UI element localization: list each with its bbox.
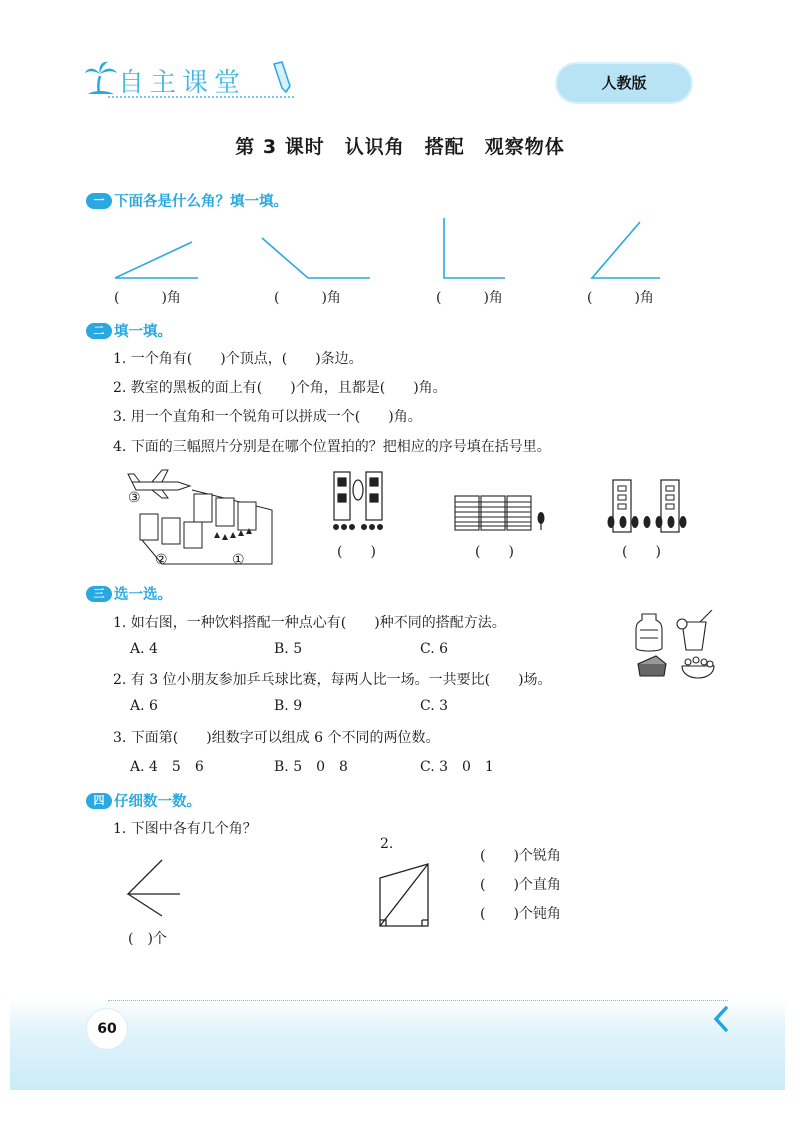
- s3-q3-option-c[interactable]: C. 3 0 1: [420, 759, 494, 775]
- s3-q2-option-b[interactable]: B. 9: [274, 698, 303, 714]
- pencil-icon: [268, 60, 296, 94]
- s3-q3-option-a[interactable]: A. 4 5 6: [130, 759, 204, 775]
- s3-q2-option-a[interactable]: A. 6: [130, 698, 158, 714]
- s4-q2-right-answer[interactable]: ( )个直角: [480, 877, 561, 893]
- edition-badge: 人教版: [557, 64, 691, 102]
- s2-question-2: 2. 教室的黑板的面上有( )个角，且都是( )角。: [113, 380, 447, 396]
- angle-acute-figure: [115, 242, 198, 278]
- angle-answer-1[interactable]: ( )角: [114, 290, 181, 306]
- angle-obtuse-figure: [262, 238, 370, 278]
- s3-q1-option-a[interactable]: A. 4: [130, 641, 158, 657]
- bottle-icon: [636, 614, 662, 651]
- s3-question-3: 3. 下面第( )组数字可以组成 6 个不同的两位数。: [113, 730, 440, 746]
- header-title: 自主课堂: [118, 68, 247, 98]
- s3-q1-option-b[interactable]: B. 5: [274, 641, 303, 657]
- header-divider: [108, 96, 294, 98]
- section-3-badge: 三: [86, 586, 112, 602]
- photo-blank-1[interactable]: ( ): [337, 544, 376, 560]
- marker-1: ①: [232, 552, 245, 568]
- angle-acute2-figure: [592, 222, 660, 278]
- three-rays-figure: [124, 856, 186, 920]
- angle-answer-4[interactable]: ( )角: [587, 290, 654, 306]
- s2-question-3: 3. 用一个直角和一个锐角可以拼成一个( )角。: [113, 409, 422, 425]
- photo-side-view: [453, 494, 557, 532]
- snack-bowl-icon: [682, 666, 714, 678]
- angle-right-figure: [444, 218, 505, 278]
- s3-question-2: 2. 有 3 位小朋友参加乒乓球比赛，每两人比一场。一共要比( )场。: [113, 672, 552, 688]
- section-1-badge: 一: [86, 193, 112, 209]
- page-number: 60: [86, 1008, 128, 1050]
- section-2-heading: [86, 320, 172, 341]
- section-4-title: 仔细数一数。: [114, 794, 201, 810]
- photo-blank-2[interactable]: ( ): [475, 544, 514, 560]
- scene-illustration: [122, 460, 282, 572]
- section-1-title: 下面各是什么角？填一填。: [114, 194, 288, 210]
- s3-q3-option-b[interactable]: B. 5 0 8: [274, 759, 348, 775]
- footer-band: [10, 998, 785, 1090]
- s4-q1-answer[interactable]: ( )个: [128, 931, 167, 947]
- angle-answer-3[interactable]: ( )角: [436, 290, 503, 306]
- footer-divider: [108, 1000, 728, 1001]
- photo-front-view: [605, 478, 687, 534]
- s4-q2-obtuse-answer[interactable]: ( )个钝角: [480, 906, 561, 922]
- s4-q2-label: 2.: [380, 836, 394, 852]
- section-3-title: 选一选。: [114, 587, 172, 603]
- photo-top-view: [330, 470, 386, 532]
- angle-answer-2[interactable]: ( )角: [274, 290, 341, 306]
- section-1-heading: [86, 190, 288, 211]
- section-2-badge: 二: [86, 323, 112, 339]
- lesson-title: 第 3 课时 认识角 搭配 观察物体: [235, 136, 565, 158]
- chevron-left-icon: [712, 1006, 730, 1032]
- s3-q1-option-c[interactable]: C. 6: [420, 641, 449, 657]
- trapezoid-figure: [376, 860, 436, 930]
- angle-figures: [100, 212, 680, 292]
- palm-tree-icon: [84, 60, 118, 96]
- s3-q2-option-c[interactable]: C. 3: [420, 698, 449, 714]
- s4-question-1: 1. 下图中各有几个角？: [113, 821, 257, 837]
- section-4-badge: 四: [86, 793, 112, 809]
- s4-q2-acute-answer[interactable]: ( )个锐角: [480, 848, 561, 864]
- section-2-title: 填一填。: [114, 324, 172, 340]
- marker-3: ③: [128, 490, 141, 506]
- marker-2: ②: [155, 552, 168, 568]
- s2-question-4: 4. 下面的三幅照片分别是在哪个位置拍的？把相应的序号填在括号里。: [113, 439, 551, 455]
- section-4-heading: [86, 790, 201, 811]
- s2-question-1: 1. 一个角有( )个顶点，( )条边。: [113, 351, 363, 367]
- section-3-heading: [86, 583, 172, 604]
- s3-question-1: 1. 如右图，一种饮料搭配一种点心有( )种不同的搭配方法。: [113, 615, 506, 631]
- drinks-snacks-illustration: [634, 610, 718, 686]
- photo-blank-3[interactable]: ( ): [622, 544, 661, 560]
